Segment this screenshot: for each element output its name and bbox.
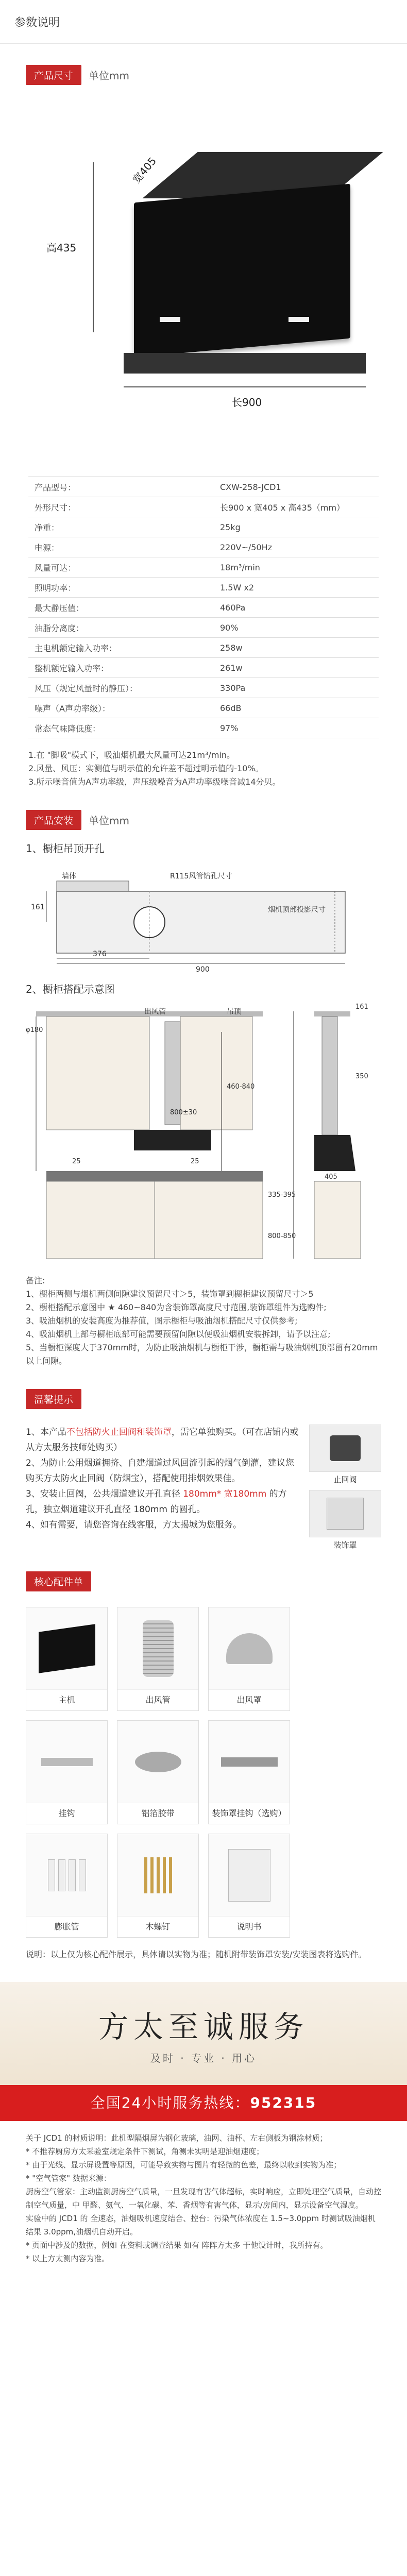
- spec-value: 1.5W x2: [220, 582, 254, 592]
- spec-label: 常态气味降低度：: [35, 723, 101, 734]
- footnote: 厨房空气管家：主动监测厨房空气质量，一旦发现有害气体超标，实时响应，立即处理空气质量，自动控制空气质量，中 甲醛、氨气、一氧化碳、苯、香烟等有害气体，显示/房间内，显示设备空气湿度。: [26, 2187, 382, 2210]
- warning-text: 1、本产品: [26, 1427, 66, 1437]
- part-name: [300, 1917, 381, 1937]
- cabinet-layout-drawing: [26, 1001, 381, 1269]
- spec-row: [28, 578, 379, 598]
- parts-section: [0, 1571, 407, 1961]
- page-title: 参数说明: [14, 16, 60, 29]
- check-valve-image: [309, 1425, 381, 1472]
- length-dimension-label: 长900: [232, 396, 262, 409]
- spec-row: [28, 477, 379, 497]
- drawing1-title: 1、橱柜吊顶开孔: [26, 842, 105, 855]
- label-d161b: 161: [355, 1003, 368, 1011]
- hood-light-right: [289, 317, 309, 322]
- label-d850: 800-850: [268, 1232, 296, 1240]
- spec-label: 最大静压值：: [35, 603, 84, 613]
- spec-row: [28, 598, 379, 618]
- part-card: [117, 1834, 199, 1938]
- footnote: * 不推荐厨房方太采验室规定条件下测试，角测未实明是迎油烟速度；: [26, 2147, 264, 2156]
- remark: 5、当橱柜深度大于370mm时，为防止吸油烟机与橱柜干涉，橱柜需与吸油烟机顶部留有20mm以上间隙。: [26, 1343, 378, 1366]
- warning-list: [26, 1425, 309, 1550]
- spec-label: 净重：: [35, 522, 60, 533]
- install-section-tag: 产品安装: [26, 810, 81, 830]
- remark: 2、橱柜搭配示意图中 ★ 460~840为含装饰罩高度尺寸范围,装饰罩组件为选购件;: [26, 1302, 327, 1312]
- label-bottom: 烟机顶部投影尺寸: [268, 906, 326, 914]
- size-section-header: [26, 64, 407, 85]
- footnotes: [26, 2131, 381, 2265]
- warning-text: 2、为防止公用烟道拥挤、自建烟道过风回流引起的烟气倒灌，建议您购买方太防火止回阀（防烟宝），搭配使用排烟效果佳。: [26, 1458, 294, 1484]
- remark: 4、吸油烟机上部与橱柜底部可能需要预留间隙以便吸油烟机安装拆卸，请予以注意;: [26, 1329, 331, 1339]
- service-slogan: 方太至诚服务: [98, 2009, 309, 2044]
- label-d25a: 25: [72, 1158, 81, 1165]
- part-card: [208, 1834, 290, 1938]
- spec-value: 97%: [220, 723, 239, 733]
- footnote: * 以上方太测内容为准。: [26, 2254, 110, 2263]
- warning-text: 3、安装止回阀，公共烟道建议开孔直径: [26, 1489, 183, 1499]
- spec-row: [28, 658, 379, 678]
- spec-value: 66dB: [220, 703, 242, 713]
- warning-emphasis: 180mm* 宽180mm: [183, 1489, 267, 1499]
- label-d80: 800±30: [170, 1109, 197, 1116]
- warning-box: [26, 1425, 381, 1550]
- spec-note: 2.风量、风压：实测值与明示值的允许差不超过明示值的-10%。: [28, 764, 264, 773]
- parts-note: 说明：以上仅为核心配件展示，具体请以实物为准；随机附带装饰罩安装/安装图表将选购件。: [26, 1950, 367, 1959]
- part-name: 装饰罩挂钩（选购）: [209, 1803, 290, 1824]
- label-ceiling: 吊顶: [227, 1008, 241, 1016]
- label-wall: 墙体: [62, 872, 76, 880]
- warning-item: [26, 1517, 299, 1533]
- size-section-unit: 单位mm: [89, 69, 129, 82]
- spec-value: 18m³/min: [220, 562, 260, 572]
- part-card: [208, 1720, 290, 1824]
- hotline-number[interactable]: 952315: [250, 2094, 317, 2111]
- parts-section-tag: 核心配件单: [26, 1571, 91, 1591]
- spec-label: 油脂分离度：: [35, 623, 84, 633]
- part-name: 说明书: [209, 1916, 290, 1937]
- spec-label: 主电机额定输入功率：: [35, 643, 117, 653]
- drawing2-title: 2、橱柜搭配示意图: [26, 983, 115, 995]
- spec-value: CXW-258-JCD1: [220, 482, 281, 492]
- part-name: 主机: [26, 1689, 107, 1710]
- footnote: * 页面中涉及的数据，例如 在资料或调查结果 如有 阵阵方太多 于他设计时，我所持有。: [26, 2241, 328, 2250]
- part-name: [300, 1690, 381, 1710]
- spec-value: 261w: [220, 663, 243, 673]
- warning-item: [26, 1455, 299, 1486]
- hood-base: [124, 353, 366, 374]
- spec-label: 噪声（A声功率级）：: [35, 703, 110, 714]
- label-d460: 460-840: [227, 1083, 255, 1091]
- cover-image: [309, 1490, 381, 1537]
- hotline-prefix: 全国24小时服务热线：: [90, 2094, 250, 2111]
- part-card: [299, 1720, 381, 1824]
- warning-side-images: [309, 1425, 381, 1550]
- remark: 1、橱柜两侧与烟机两侧间隙建议预留尺寸＞5，装饰罩到橱柜建议预留尺寸＞5: [26, 1289, 314, 1299]
- spec-label: 整机额定输入功率：: [35, 663, 109, 673]
- spec-row: [28, 638, 379, 658]
- part-card: [299, 1834, 381, 1938]
- install-section: [0, 809, 407, 1368]
- spec-table: [28, 477, 379, 738]
- warning-emphasis: 不包括防火止回阀和装饰罩: [66, 1427, 172, 1437]
- remark: 3、吸油烟机的安装高度为推荐值，图示橱柜与吸油烟机搭配尺寸仅供参考;: [26, 1316, 298, 1326]
- spec-value: 25kg: [220, 522, 241, 532]
- height-dimension-label: 高435: [46, 242, 77, 254]
- spec-value: 长900 x 宽405 x 高435（mm）: [220, 502, 345, 513]
- part-name: 挂钩: [26, 1803, 107, 1824]
- size-section: [0, 64, 407, 446]
- spec-row: [28, 678, 379, 698]
- spec-label: 电源：: [35, 543, 60, 553]
- spec-label: 外形尺寸：: [35, 502, 76, 513]
- check-valve-label: 止回阀: [333, 1475, 357, 1484]
- remarks-title: 备注:: [26, 1276, 45, 1285]
- install-section-unit: 单位mm: [89, 814, 129, 827]
- parts-grid: [26, 1607, 381, 1938]
- part-name: 膨胀管: [26, 1916, 107, 1937]
- warning-text: 的方孔，独立烟道建议开孔直径 180mm 的圆孔。: [26, 1489, 287, 1515]
- hotline-bar: [0, 2085, 407, 2121]
- width-dimension-label: 宽405: [130, 155, 159, 186]
- warning-item: [26, 1425, 299, 1455]
- hood-light-left: [160, 317, 180, 322]
- warning-text: ，需它单独购买。（可在店铺内或从方太服务技师处购买）: [26, 1427, 299, 1453]
- footnote: 实验中的 JCD1 的 全速态，油烟吸机速度结合、控台：污染气体浓度在 1.5~3.0ppm 时测试吸油烟机结果 3.0ppm,油烟机自动开启。: [26, 2214, 376, 2236]
- spec-row: [28, 537, 379, 557]
- part-card: [117, 1720, 199, 1824]
- footnote: * 由于光线、显示屏设置等原因，可能导致实物与图片有轻微的色差，最终以收到实物为准；: [26, 2160, 342, 2170]
- part-name: 出风罩: [209, 1689, 290, 1710]
- spec-row: [28, 718, 379, 738]
- warning-section: [0, 1388, 407, 1550]
- label-duct: 出风管: [144, 1008, 166, 1016]
- spec-value: 220V~/50Hz: [220, 542, 273, 552]
- install-remarks: [26, 1274, 381, 1368]
- part-name: 铝箔胶带: [117, 1803, 198, 1824]
- label-d180: φ180: [26, 1026, 43, 1034]
- spec-row: [28, 497, 379, 517]
- warning-section-tag: 温馨提示: [26, 1389, 81, 1409]
- install-section-header: [26, 809, 407, 830]
- label-hole: R115风管钻孔尺寸: [170, 872, 232, 880]
- spec-value: 460Pa: [220, 602, 246, 613]
- part-card: [26, 1720, 108, 1824]
- part-card: [26, 1834, 108, 1938]
- spec-row: [28, 557, 379, 578]
- part-name: 出风管: [117, 1689, 198, 1710]
- spec-row: [28, 618, 379, 638]
- spec-row: [28, 698, 379, 718]
- spec-notes: [28, 749, 379, 789]
- spec-note: 3.所示噪音值为A声功率级，声压级噪音为A声功率级噪音减14分贝。: [28, 777, 281, 787]
- spec-note: 1.在 "脚吸"模式下，吸油烟机最大风量可达21m³/min。: [28, 750, 235, 760]
- part-card: [208, 1607, 290, 1711]
- parts-section-header: [26, 1571, 407, 1591]
- warning-text: 4、如有需要，请您咨询在线客服，方太揭城为您服务。: [26, 1520, 242, 1530]
- service-subtitle: 及时 · 专业 · 用心: [150, 2052, 257, 2064]
- spec-row: [28, 517, 379, 537]
- service-banner: [0, 1982, 407, 2085]
- dimension-drawing: [0, 85, 407, 446]
- part-card: [26, 1607, 108, 1711]
- spec-label: 风压（规定风量时的静压）：: [35, 683, 138, 693]
- warning-section-header: [26, 1388, 407, 1409]
- footnote: * "空气管家" 数据来源：: [26, 2174, 111, 2183]
- spec-label: 产品型号：: [35, 482, 76, 493]
- footnote: 关于 JCD1 的材质说明：此机型隔烟屏为钢化玻璃，油网、油杯、左右侧板为钢涂材质；: [26, 2133, 328, 2143]
- label-d25b: 25: [191, 1158, 199, 1165]
- part-card: [117, 1607, 199, 1711]
- spec-label: 风量可达：: [35, 563, 76, 573]
- spec-value: 258w: [220, 642, 243, 653]
- label-d900: 900: [196, 965, 210, 974]
- spec-value: 330Pa: [220, 683, 246, 693]
- cabinet-top-hole-drawing: [26, 860, 381, 974]
- install-drawing-1: [26, 840, 381, 1368]
- spec-label: 照明功率：: [35, 583, 76, 593]
- label-d161: 161: [31, 903, 45, 911]
- size-section-tag: 产品尺寸: [26, 65, 81, 85]
- length-dimension-line: [124, 386, 366, 387]
- hood-body: [134, 184, 350, 358]
- label-d335: 335-395: [268, 1191, 296, 1199]
- label-d405: 405: [325, 1173, 337, 1181]
- cover-label: 装饰罩: [333, 1540, 357, 1550]
- warning-item: [26, 1486, 299, 1517]
- label-d376: 376: [93, 950, 107, 958]
- height-dimension-line: [93, 162, 94, 332]
- header: [0, 0, 407, 44]
- part-name: [300, 1803, 381, 1824]
- part-name: 木螺钉: [117, 1916, 198, 1937]
- spec-value: 90%: [220, 622, 239, 633]
- label-d350: 350: [355, 1073, 368, 1080]
- part-card: [299, 1607, 381, 1711]
